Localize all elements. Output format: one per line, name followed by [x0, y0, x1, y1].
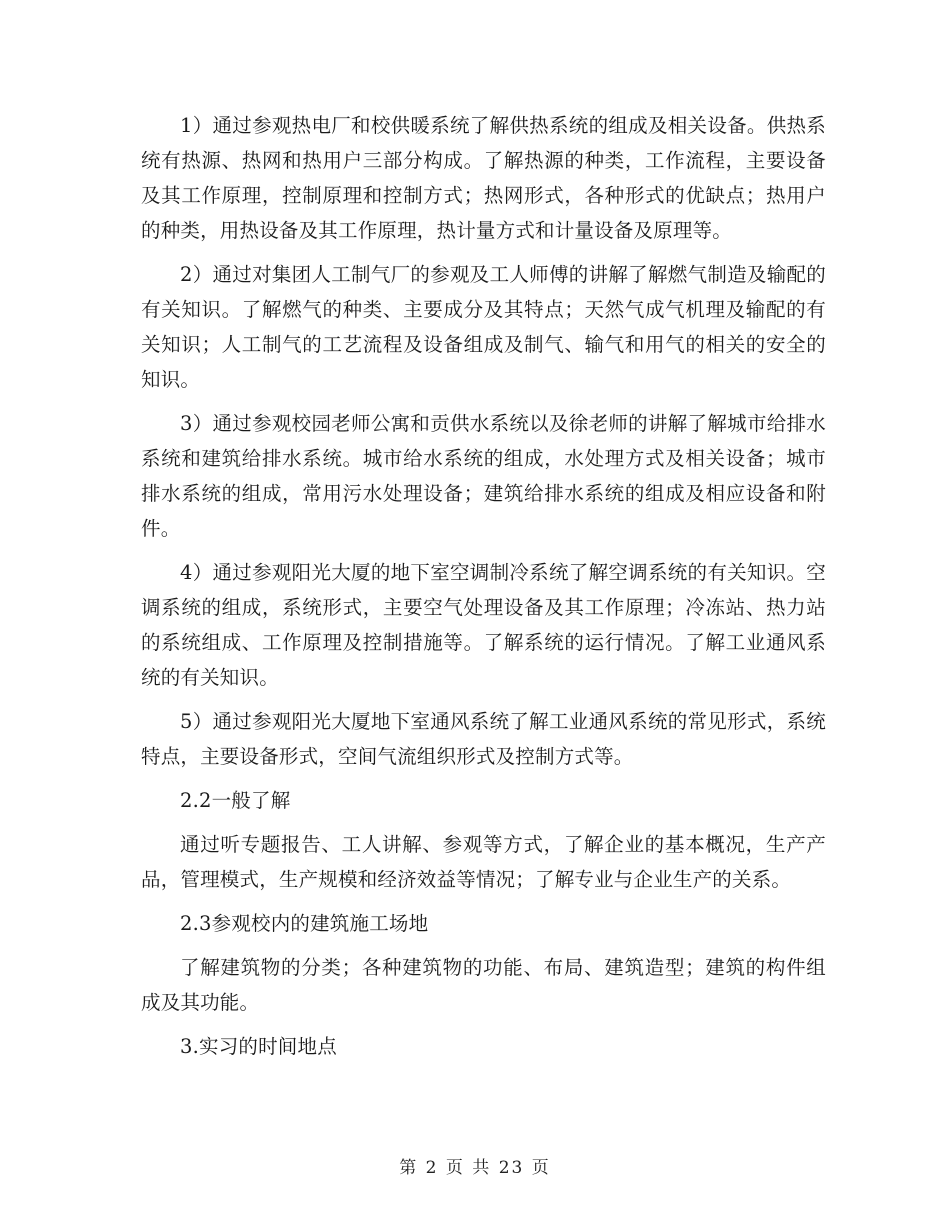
document-body: [141, 108, 826, 1073]
section-heading-general: 2.2一般了解: [180, 789, 291, 812]
paragraph-gas-system: 2）通过对集团人工制气厂的参观及工人师傅的讲解了解燃气制造及输配的有关知识。了解燃气的种类、主要成分及其特点；天然气成气机理及输配的有关知识；人工制气的工艺流程及设备组成及制气、输气和用气的相关的安全的知识。: [141, 263, 826, 391]
paragraph-construction-site: 了解建筑物的分类；各种建筑物的功能、布局、建筑造型；建筑的构件组成及其功能。: [141, 956, 826, 1014]
paragraph-ventilation: 5）通过参观阳光大厦地下室通风系统了解工业通风系统的常见形式，系统特点，主要设备形式，空间气流组织形式及控制方式等。: [141, 710, 826, 768]
paragraph-water-system: 3）通过参观校园老师公寓和贡供水系统以及徐老师的讲解了解城市给排水系统和建筑给排水系统。城市给水系统的组成，水处理方式及相关设备；城市排水系统的组成，常用污水处理设备；建筑给排水系统的组成及相应设备和附件。: [141, 412, 826, 540]
section-heading-time-location: 3.实习的时间地点: [180, 1035, 337, 1058]
paragraph-air-conditioning: 4）通过参观阳光大厦的地下室空调制冷系统了解空调系统的有关知识。空调系统的组成，系统形式，主要空气处理设备及其工作原理；冷冻站、热力站的系统组成、工作原理及控制措施等。了解系统的运行情况。了解工业通风系统的有关知识。: [141, 561, 826, 689]
paragraph-heating-system: 1）通过参观热电厂和校供暖系统了解供热系统的组成及相关设备。供热系统有热源、热网和热用户三部分构成。了解热源的种类，工作流程，主要设备及其工作原理，控制原理和控制方式；热网形式，各种形式的优缺点；热用户的种类，用热设备及其工作原理，热计量方式和计量设备及原理等。: [141, 114, 826, 242]
page-number-footer: 第 2 页 共 23 页: [399, 1158, 551, 1178]
section-heading-construction-site: 2.3参观校内的建筑施工场地: [180, 912, 429, 935]
paragraph-general-understanding: 通过听专题报告、工人讲解、参观等方式，了解企业的基本概况，生产产品，管理模式，生产规模和经济效益等情况；了解专业与企业生产的关系。: [141, 833, 826, 891]
